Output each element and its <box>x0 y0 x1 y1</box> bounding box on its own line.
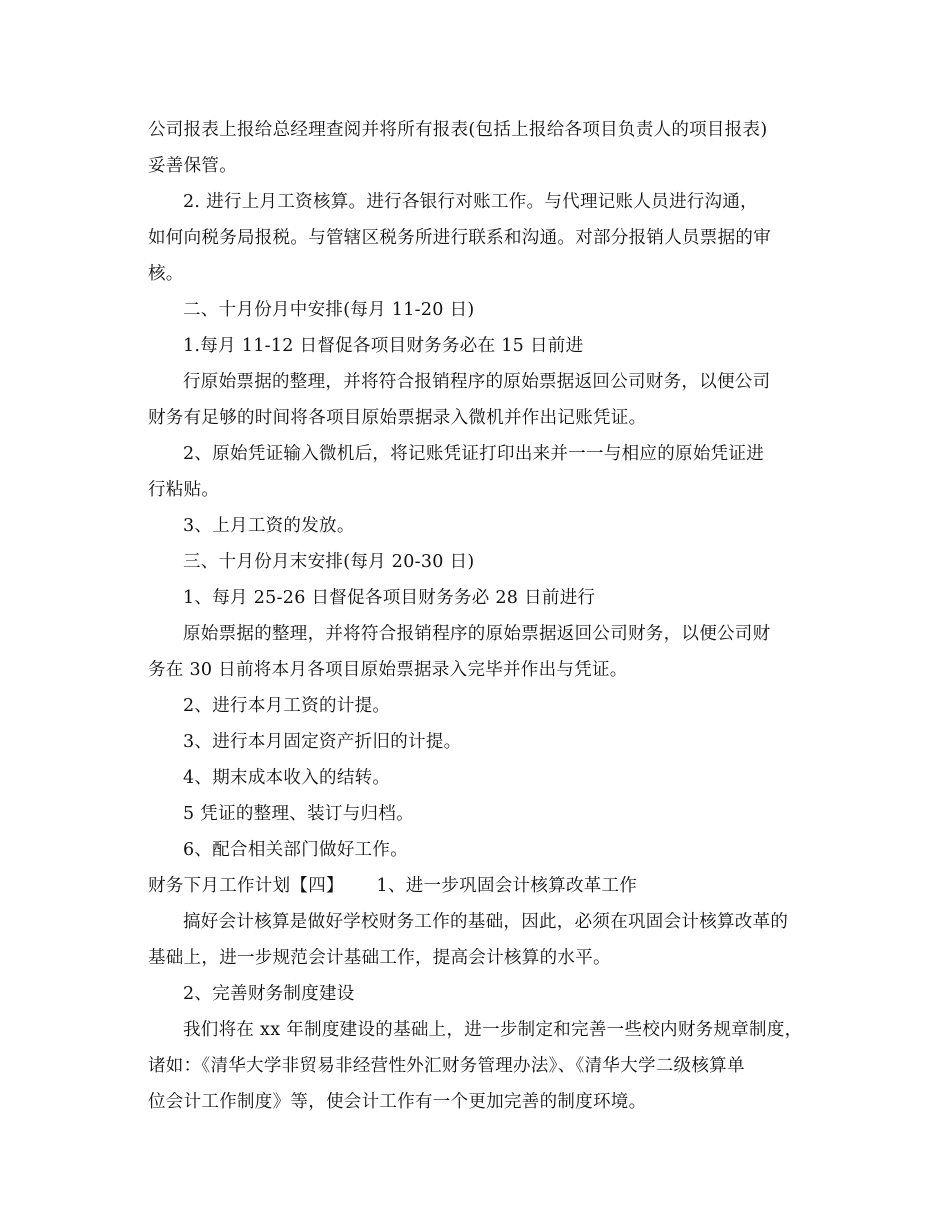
text-line: 妥善保管。 <box>148 156 237 176</box>
text-line: 搞好会计核算是做好学校财务工作的基础，因此，必须在巩固会计核算改革的 <box>183 912 789 932</box>
text-line: 2、进行本月工资的计提。 <box>183 696 391 716</box>
text-line: 3、进行本月固定资产折旧的计提。 <box>183 732 462 752</box>
text-line: 2、原始凭证输入微机后，将记账凭证打印出来并一一与相应的原始凭证进 <box>183 444 765 464</box>
section-heading: 三、十月份月末安排(每月 20-30 日) <box>183 552 475 572</box>
text-line: 核。 <box>148 264 184 284</box>
text-line: 2、完善财务制度建设 <box>183 984 355 1004</box>
text-line: 我们将在 xx 年制度建设的基础上，进一步制定和完善一些校内财务规章制度， <box>183 1020 803 1040</box>
text-line: 6、配合相关部门做好工作。 <box>183 840 409 860</box>
text-line: 原始票据的整理，并将符合报销程序的原始票据返回公司财务，以便公司财 <box>183 624 771 644</box>
text-line: 如何向税务局报税。与管辖区税务所进行联系和沟通。对部分报销人员票据的审 <box>148 228 771 248</box>
text-line: 3、上月工资的发放。 <box>183 516 355 536</box>
text-line: 财务有足够的时间将各项目原始票据录入微机并作出记账凭证。 <box>148 408 647 428</box>
section-heading: 财务下月工作计划【四】 1、进一步巩固会计核算改革工作 <box>148 876 638 896</box>
text-line: 位会计工作制度》等，使会计工作有一个更加完善的制度环境。 <box>148 1092 647 1112</box>
text-line: 1.每月 11-12 日督促各项目财务务必在 15 日前进 <box>183 336 584 356</box>
text-line: 5 凭证的整理、装订与归档。 <box>183 804 414 824</box>
text-line: 2. 进行上月工资核算。进行各银行对账工作。与代理记账人员进行沟通， <box>183 192 758 212</box>
text-line: 基础上，进一步规范会计基础工作，提高会计核算的水平。 <box>148 948 611 968</box>
text-line: 务在 30 日前将本月各项目原始票据录入完毕并作出与凭证。 <box>148 660 628 680</box>
text-line: 4、期末成本收入的结转。 <box>183 768 391 788</box>
text-line: 1、每月 25-26 日督促各项目财务务必 28 日前进行 <box>183 588 596 608</box>
text-line: 公司报表上报给总经理查阅并将所有报表(包括上报给各项目负责人的项目报表) <box>148 120 768 140</box>
text-line: 诸如：《清华大学非贸易非经营性外汇财务管理办法》、《清华大学二级核算单 <box>148 1056 745 1076</box>
text-line: 行粘贴。 <box>148 480 220 500</box>
text-line: 行原始票据的整理，并将符合报销程序的原始票据返回公司财务，以便公司 <box>183 372 771 392</box>
section-heading: 二、十月份月中安排(每月 11-20 日) <box>183 300 475 320</box>
